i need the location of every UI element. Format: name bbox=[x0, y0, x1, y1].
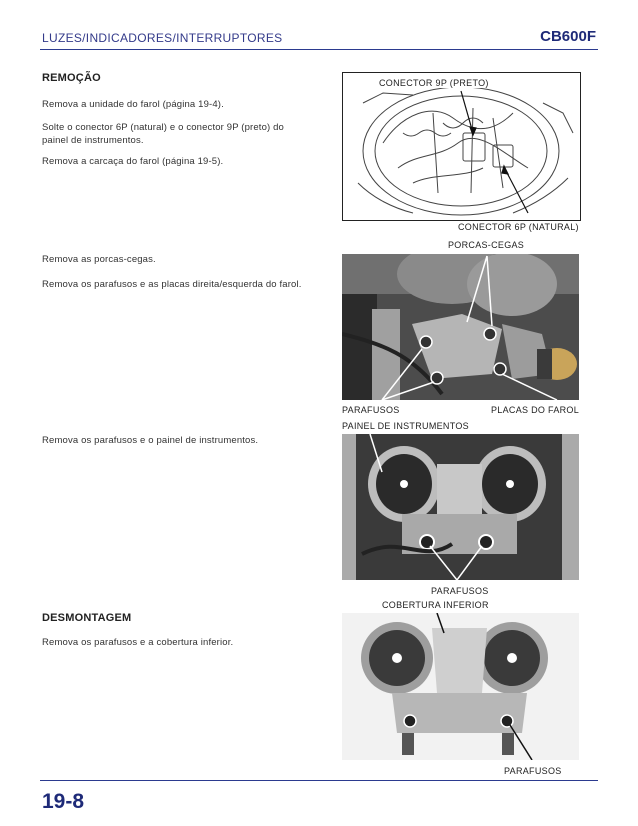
step-remove-headlight-case: Remova a carcaça do farol (página 19-5). bbox=[42, 156, 224, 167]
headlight-bracket-photo bbox=[342, 254, 579, 400]
page-number: 19-8 bbox=[42, 790, 85, 813]
step-remove-cap-nuts: Remova as porcas-cegas. bbox=[42, 254, 156, 265]
disassembly-heading: DESMONTAGEM bbox=[42, 612, 132, 624]
lower-cover-photo bbox=[342, 613, 579, 760]
label-headlight-plates: PLACAS DO FAROL bbox=[491, 405, 580, 415]
header-rule bbox=[40, 49, 598, 50]
label-connector-6p: CONECTOR 6P (NATURAL) bbox=[458, 222, 579, 232]
step-disconnect-connectors: Solte o conector 6P (natural) e o conector 9P (preto) do painel de instrumentos. bbox=[42, 122, 284, 146]
footer-rule bbox=[40, 780, 598, 781]
step-remove-instrument-panel: Remova os parafusos e o painel de instrumentos. bbox=[42, 435, 259, 446]
instrument-panel-photo bbox=[342, 434, 579, 580]
label-cap-nuts: PORCAS-CEGAS bbox=[448, 240, 525, 250]
label-bolts-fig3: PARAFUSOS bbox=[431, 586, 489, 596]
connector-diagram bbox=[342, 72, 581, 221]
step-remove-headlight-unit: Remova a unidade do farol (página 19-4). bbox=[42, 99, 224, 110]
label-bolts-fig4: PARAFUSOS bbox=[504, 766, 562, 776]
label-bolts-fig2: PARAFUSOS bbox=[342, 405, 400, 415]
step-remove-bolts-plates: Remova os parafusos e as placas direita/esquerda do farol. bbox=[42, 279, 302, 290]
label-instrument-panel: PAINEL DE INSTRUMENTOS bbox=[342, 421, 469, 431]
section-title: LUZES/INDICADORES/INTERRUPTORES bbox=[42, 31, 283, 45]
label-connector-9p: CONECTOR 9P (PRETO) bbox=[379, 78, 489, 88]
removal-heading: REMOÇÃO bbox=[42, 72, 101, 84]
label-lower-cover: COBERTURA INFERIOR bbox=[382, 600, 489, 610]
model-name: CB600F bbox=[540, 28, 596, 45]
step-remove-lower-cover: Remova os parafusos e a cobertura inferior. bbox=[42, 637, 234, 648]
